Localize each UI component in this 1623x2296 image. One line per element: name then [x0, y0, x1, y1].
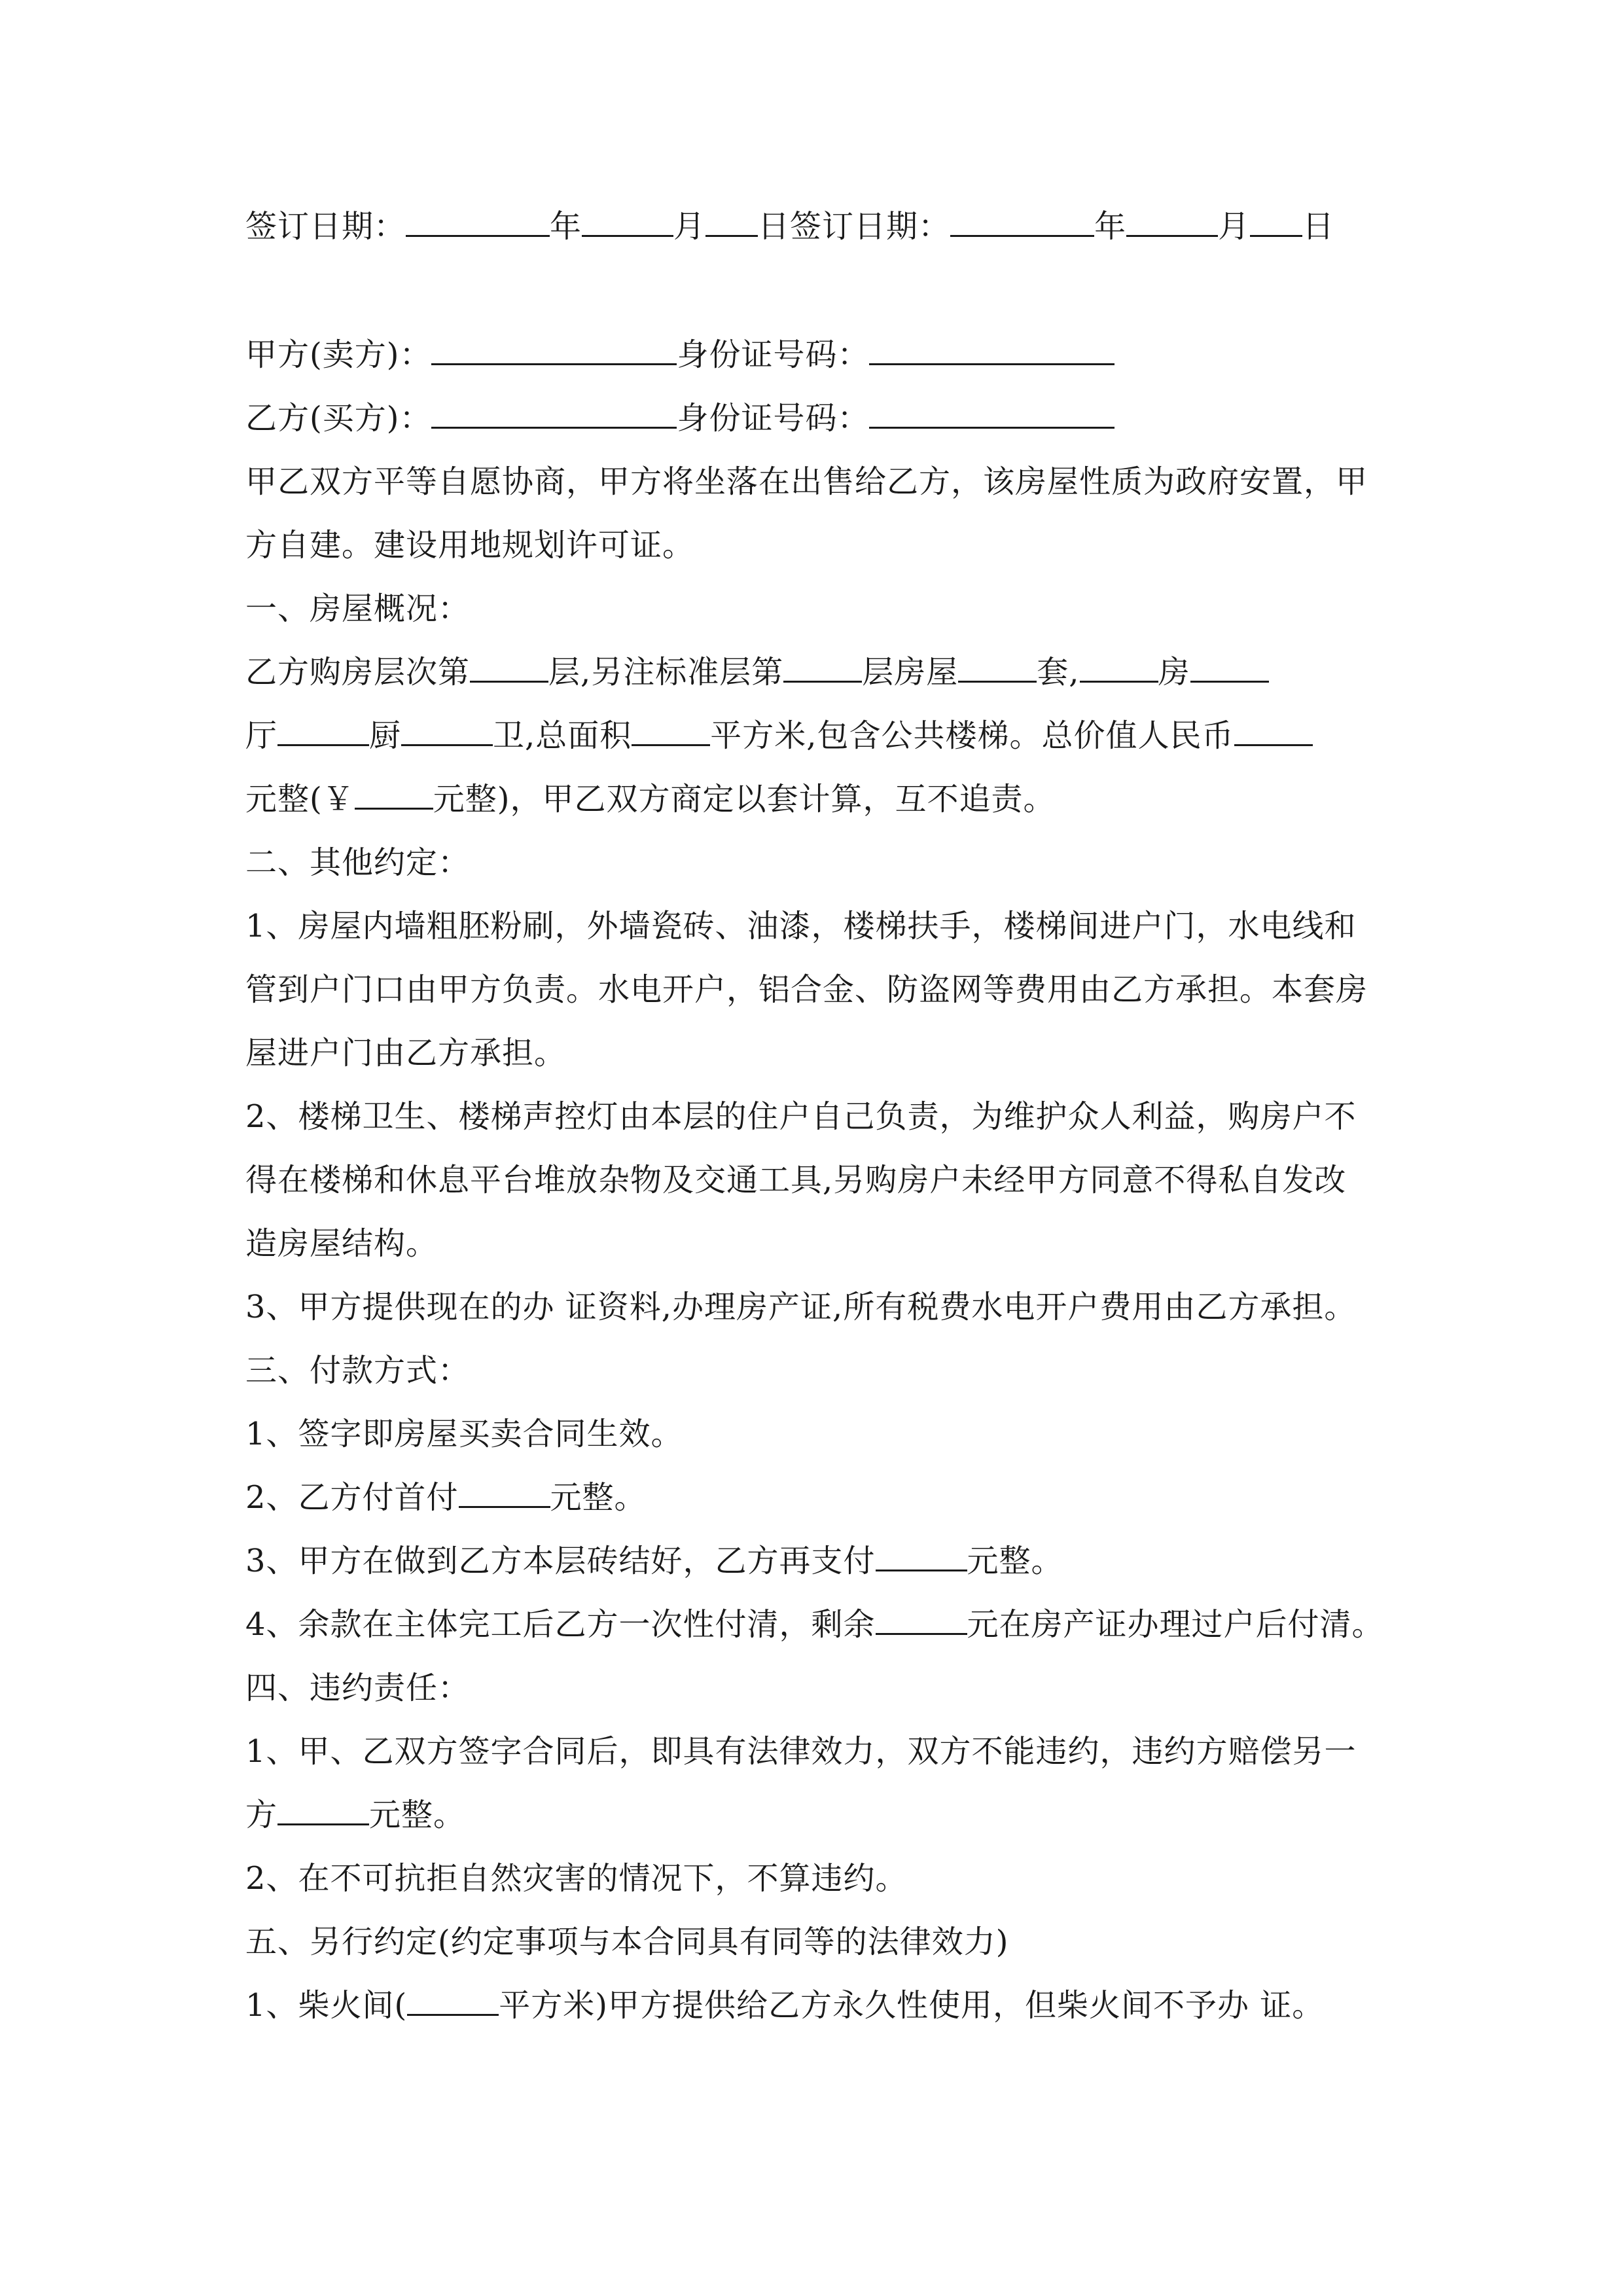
sets-blank: [958, 655, 1037, 683]
day-blank-2: [1250, 209, 1302, 237]
standard-floor-blank: [783, 655, 862, 683]
rooms-blank: [1080, 655, 1158, 683]
section-2-title: 二、其他约定：: [245, 844, 471, 881]
section-3-item-2: [245, 1479, 647, 1516]
section-1-title: 一、房屋概况：: [245, 590, 471, 627]
year-blank-2: [950, 209, 1094, 237]
section-2-item-1-line-3: 屋进户门由乙方承担。: [245, 1035, 567, 1071]
penalty-blank: [277, 1797, 369, 1825]
year-label-1: 年: [550, 208, 582, 245]
signing-date-line: [245, 208, 1334, 245]
price-figure-blank: [355, 781, 433, 810]
section-2-item-1-line-1: 1、房屋内墙粗胚粉刷，外墙瓷砖、油漆，楼梯扶手，楼梯间进户门，水电线和: [245, 908, 1357, 944]
rooms-label: 房: [1158, 654, 1190, 691]
party-b-id-label: 身份证号码：: [677, 400, 870, 437]
down-payment-unit: 元整。: [550, 1479, 647, 1516]
party-b-id-blank: [869, 401, 1115, 429]
section-4-item-1-line-2: [245, 1797, 465, 1833]
month-blank-1: [582, 209, 673, 237]
woodshed-terms: 平方米)甲方提供给乙方永久性使用，但柴火间不予办 证。: [499, 1987, 1325, 2024]
penalty-party-label: 方: [245, 1797, 278, 1833]
section-1-line-3: [245, 781, 1055, 817]
section-3-item-3: [245, 1543, 1063, 1579]
hall-label: 厅: [245, 717, 278, 754]
intro-line-2: 方自建。建设用地规划许可证。: [245, 527, 695, 564]
section-3-item-1: 1、签字即房屋买卖合同生效。: [245, 1416, 683, 1452]
month-blank-2: [1126, 209, 1218, 237]
standard-floor-label: 层,另注标准层第: [548, 654, 784, 691]
section-4-item-2: 2、在不可抗拒自然灾害的情况下，不算违约。: [245, 1860, 908, 1897]
party-a-id-label: 身份证号码：: [677, 336, 870, 373]
party-a-line: [245, 336, 1115, 373]
day-label-2: 日: [1302, 208, 1335, 245]
party-b-name-blank: [431, 401, 677, 429]
party-b-label: 乙方(买方)：: [245, 400, 432, 437]
day-blank-1: [705, 209, 758, 237]
party-b-line: [245, 400, 1115, 437]
balance-terms: 元在房产证办理过户后付清。: [967, 1606, 1384, 1643]
area-blank: [632, 718, 710, 746]
month-label-2: 月: [1218, 208, 1251, 245]
kitchen-blank: [277, 718, 369, 746]
down-payment-blank: [459, 1480, 550, 1508]
second-payment-unit: 元整。: [967, 1543, 1063, 1579]
woodshed-area-blank: [407, 1988, 499, 2016]
down-payment-label: 2、乙方付首付: [245, 1479, 459, 1516]
section-1-line-2: [245, 717, 1313, 754]
section-3-item-4: [245, 1606, 1384, 1643]
year-label-2: 年: [1094, 208, 1127, 245]
section-4-title: 四、违约责任：: [245, 1670, 471, 1706]
total-price-label: 平方米,包含公共楼梯。总价值人民币: [710, 717, 1234, 754]
intro-line-1: 甲乙双方平等自愿协商，甲方将坐落在出售给乙方，该房屋性质为政府安置，甲: [245, 463, 1368, 500]
section-2-item-2-line-2: 得在楼梯和休息平台堆放杂物及交通工具,另购房户未经甲方同意不得私自发改: [245, 1162, 1347, 1198]
floor-label: 乙方购房层次第: [245, 654, 471, 691]
party-a-label: 甲方(卖方)：: [245, 336, 432, 373]
floor-blank: [470, 655, 548, 683]
price-yuan-label: 元整(￥: [245, 781, 355, 817]
second-payment-label: 3、甲方在做到乙方本层砖结好，乙方再支付: [245, 1543, 876, 1579]
section-2-item-2-line-3: 造房屋结构。: [245, 1225, 438, 1262]
month-label-1: 月: [673, 208, 706, 245]
balance-blank: [876, 1607, 967, 1635]
bath-blank: [401, 718, 493, 746]
house-label: 层房屋: [862, 654, 959, 691]
second-payment-blank: [876, 1543, 967, 1571]
woodshed-label: 1、柴火间(: [245, 1987, 408, 2024]
halls-blank: [1190, 655, 1269, 683]
section-5-title: 五、另行约定(约定事项与本合同具有同等的法律效力): [245, 1924, 1009, 1960]
balance-label: 4、余款在主体完工后乙方一次性付清，剩余: [245, 1606, 876, 1643]
sets-label: 套,: [1037, 654, 1080, 691]
section-1-line-1: [245, 654, 1269, 691]
section-2-item-2-line-1: 2、楼梯卫生、楼梯声控灯由本层的住户自己负责，为维护众人利益，购房户不: [245, 1098, 1357, 1135]
penalty-unit: 元整。: [369, 1797, 466, 1833]
total-price-blank: [1234, 718, 1313, 746]
kitchen-label: 厨: [369, 717, 402, 754]
signing-date-label: 签订日期：: [245, 208, 406, 245]
year-blank-1: [406, 209, 550, 237]
section-2-item-1-line-2: 管到户门口由甲方负责。水电开户，铝合金、防盗网等费用由乙方承担。本套房: [245, 971, 1368, 1008]
section-5-item-1: [245, 1987, 1324, 2024]
section-2-item-3: 3、甲方提供现在的办 证资料,办理房产证,所有税费水电开户费用由乙方承担。: [245, 1289, 1357, 1325]
section-3-title: 三、付款方式：: [245, 1352, 471, 1389]
price-terms-text: 元整)，甲乙双方商定以套计算，互不追责。: [433, 781, 1056, 817]
day-signing-date-label: 日签订日期：: [758, 208, 951, 245]
party-a-name-blank: [431, 337, 677, 365]
section-4-item-1-line-1: 1、甲、乙双方签字合同后，即具有法律效力，双方不能违约，违约方赔偿另一: [245, 1733, 1357, 1770]
area-label: 卫,总面积: [493, 717, 632, 754]
party-a-id-blank: [869, 337, 1115, 365]
